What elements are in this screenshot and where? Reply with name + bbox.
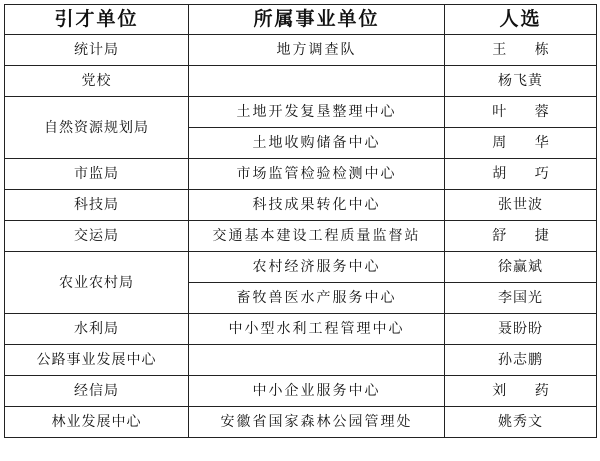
table-row — [5, 252, 597, 283]
unit-cell: 土地开发复垦整理中心 — [189, 97, 445, 128]
person-cell: 王 栋 — [445, 35, 597, 66]
unit-cell: 安徽省国家森林公园管理处 — [189, 407, 445, 438]
unit-cell: 中小企业服务中心 — [189, 376, 445, 407]
person-cell: 张世波 — [445, 190, 597, 221]
unit-cell — [189, 345, 445, 376]
table-row — [5, 35, 597, 66]
person-cell: 徐赢斌 — [445, 252, 597, 283]
dept-cell: 统计局 — [5, 35, 189, 66]
person-cell: 周 华 — [445, 128, 597, 159]
person-cell: 姚秀文 — [445, 407, 597, 438]
unit-cell: 交通基本建设工程质量监督站 — [189, 221, 445, 252]
table-row — [5, 407, 597, 438]
dept-cell: 自然资源规划局 — [5, 97, 189, 159]
header-unit: 所属事业单位 — [189, 5, 445, 35]
dept-cell: 公路事业发展中心 — [5, 345, 189, 376]
unit-cell: 市场监管检验检测中心 — [189, 159, 445, 190]
unit-cell: 中小型水利工程管理中心 — [189, 314, 445, 345]
person-cell: 孙志鹏 — [445, 345, 597, 376]
table-row — [5, 376, 597, 407]
table-row — [5, 159, 597, 190]
dept-cell: 农业农村局 — [5, 252, 189, 314]
dept-cell: 林业发展中心 — [5, 407, 189, 438]
table-row — [5, 190, 597, 221]
dept-cell: 水利局 — [5, 314, 189, 345]
header-person: 人选 — [445, 5, 597, 35]
table-row — [5, 221, 597, 252]
person-cell: 李国光 — [445, 283, 597, 314]
header-dept: 引才单位 — [5, 5, 189, 35]
dept-cell: 党校 — [5, 66, 189, 97]
unit-cell: 农村经济服务中心 — [189, 252, 445, 283]
person-cell: 聂盼盼 — [445, 314, 597, 345]
person-cell: 叶 蓉 — [445, 97, 597, 128]
dept-cell: 科技局 — [5, 190, 189, 221]
unit-cell: 科技成果转化中心 — [189, 190, 445, 221]
table-row — [5, 314, 597, 345]
talent-table — [4, 4, 597, 438]
unit-cell: 畜牧兽医水产服务中心 — [189, 283, 445, 314]
dept-cell: 经信局 — [5, 376, 189, 407]
table-row — [5, 66, 597, 97]
unit-cell — [189, 66, 445, 97]
person-cell: 杨飞黄 — [445, 66, 597, 97]
dept-cell: 交运局 — [5, 221, 189, 252]
person-cell: 舒 捷 — [445, 221, 597, 252]
person-cell: 胡 巧 — [445, 159, 597, 190]
table-row — [5, 345, 597, 376]
unit-cell: 地方调查队 — [189, 35, 445, 66]
dept-cell: 市监局 — [5, 159, 189, 190]
table-row — [5, 97, 597, 128]
person-cell: 刘 药 — [445, 376, 597, 407]
header-row — [5, 5, 597, 35]
unit-cell: 土地收购储备中心 — [189, 128, 445, 159]
